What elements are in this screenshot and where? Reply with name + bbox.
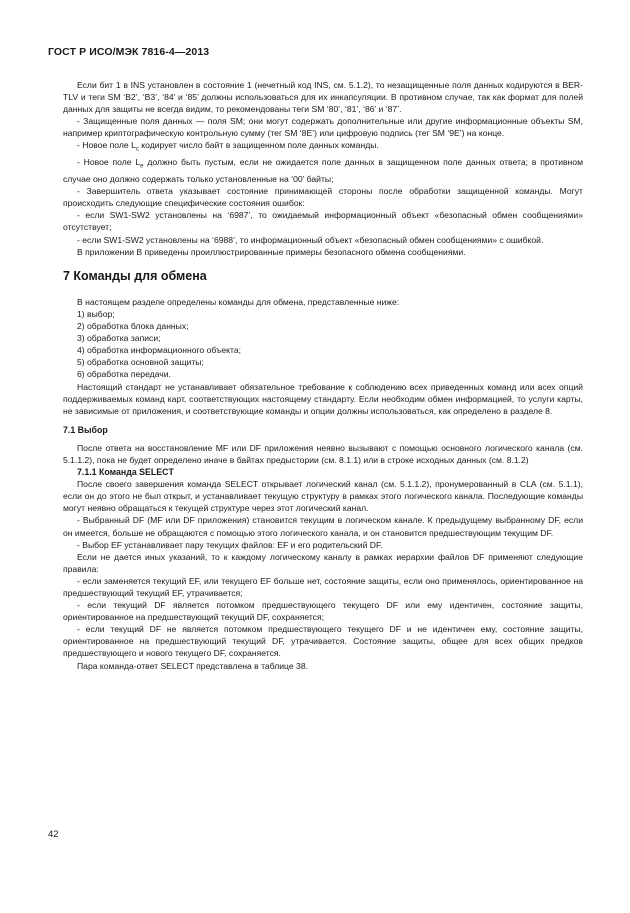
page-number: 42	[48, 829, 59, 840]
section-heading-7: 7 Команды для обмена	[63, 268, 207, 283]
paragraph: После своего завершения команда SELECT открывает логический канал (см. 5.1.1.2), пронумерованный в CLA (см. 5.1.1), если он до этого не был открыт, и устанавливает текущую структуру в рамках этого логического канала. Последующие команды могут неявно обращаться к текущей структуре через этот логический канал.	[63, 479, 583, 514]
text-fragment: кодирует число байт в защищенном поле данных команды.	[138, 140, 379, 151]
paragraph: Настоящий стандарт не устанавливает обязательное требование к соблюдению всех приведенных команд или всех опций поддерживаемых команд карт, соответствующих настоящему стандарту. Если необходим обмен информацией, то услуги карты, не зависимые от приложения, и соответствующие команды и опции должны использоваться, как определено в разделе 8.	[63, 381, 583, 416]
list-item: 6) обработка передачи.	[77, 369, 171, 380]
list-item: 3) обработка записи;	[77, 333, 161, 344]
subscript: e	[140, 164, 144, 170]
text-fragment: - Новое поле L	[77, 157, 141, 168]
running-header: ГОСТ Р ИСО/МЭК 7816-4—2013	[48, 46, 210, 58]
page-body	[63, 79, 583, 672]
list-item: 5) обработка основной защиты;	[77, 357, 204, 368]
paragraph: - Завершитель ответа указывает состояние принимающей стороны после обработки защищенной команды. Могут происходить следующие специфические состояния ошибок:	[63, 186, 583, 209]
paragraph: После ответа на восстановление MF или DF приложения неявно вызывают с помощью основного логического канала (см. 5.1.1.2), пока не будет определено иначе в байтах предыстории (см. 8.1.1) или в строке исходных данных (см. 8.1.2)	[63, 442, 583, 465]
paragraph: - если заменяется текущий EF, или текущего EF больше нет, состояние защиты, если оно применялось, ориентированное на предшествующий текущий EF, утрачивается;	[63, 575, 583, 598]
list-item: 1) выбор;	[77, 308, 115, 319]
paragraph	[63, 139, 583, 156]
paragraph: - если текущий DF не является потомком предшествующего текущего DF и не идентичен ему, состояние защиты, ориентированное на предшествующий текущий DF, утрачивается. Состояние защиты, общее для всех общих предков предшествующего и нового текущего DF, сохраняется.	[63, 624, 583, 659]
text-fragment: - Новое поле L	[77, 140, 136, 151]
text-fragment: должно быть пустым, если не ожидается поле данных в защищенном поле данных ответа; в противном случае оно должно содержать только установленные на ‘00’ байты;	[63, 157, 583, 185]
section-heading-7-1-1: 7.1.1 Команда SELECT	[77, 467, 174, 478]
paragraph: - если SW1-SW2 установлены на ‘6988’, то информационный объект «безопасный обмен сообщениями» с ошибкой.	[77, 234, 544, 245]
paragraph: В приложении В приведены проиллюстрированные примеры безопасного обмена сообщениями.	[77, 246, 466, 257]
paragraph: Пара команда-ответ SELECT представлена в таблице 38.	[77, 660, 308, 671]
paragraph: В настоящем разделе определены команды для обмена, представленные ниже:	[77, 296, 400, 307]
paragraph: Если не дается иных указаний, то к каждому логическому каналу в рамках иерархии файлов DF применяют следующие правила:	[63, 551, 583, 574]
subscript: c	[135, 147, 139, 154]
paragraph: - если SW1-SW2 установлены на ‘6987’, то ожидаемый информационный объект «безопасный обмен сообщениями» отсутствует;	[63, 210, 583, 233]
paragraph	[63, 156, 583, 185]
paragraph: Если бит 1 в INS установлен в состояние 1 (нечетный код INS, см. 5.1.2), то незащищенные поля данных кодируются в BER-TLV и теги SM ‘B2’, ‘B3’, ‘84’ и ‘85’ должны использоваться для их инкапсуляции. В противном случае, так как формат для полей данных для защиты не всегда видим, то рекомендованы теги SM ‘80’, ‘81’, ‘86’ и ‘87’.	[63, 80, 583, 115]
list-item: 2) обработка блока данных;	[77, 321, 189, 332]
paragraph: - если текущий DF является потомком предшествующего текущего DF или ему идентичен, состояние защиты, ориентированное на предшествующий текущий DF, сохраняется;	[63, 600, 583, 623]
paragraph: - Защищенные поля данных — поля SM; они могут содержать дополнительные или другие информационные объекты SM, например криптографическую контрольную сумму (тег SM ‘8E’) или цифровую подпись (тег SM ‘9E’) на конце.	[63, 116, 583, 139]
section-heading-7-1: 7.1 Выбор	[63, 424, 108, 435]
paragraph: - Выбранный DF (MF или DF приложения) становится текущим в логическом канале. К предыдущему выбранному DF, если он имеется, больше не обращаются с помощью этого логического канала, и он становится предшествующим текущим DF.	[63, 515, 583, 538]
list-item: 4) обработка информационного объекта;	[77, 345, 242, 356]
paragraph: - Выбор EF устанавливает пару текущих файлов: EF и его родительский DF.	[77, 539, 383, 550]
